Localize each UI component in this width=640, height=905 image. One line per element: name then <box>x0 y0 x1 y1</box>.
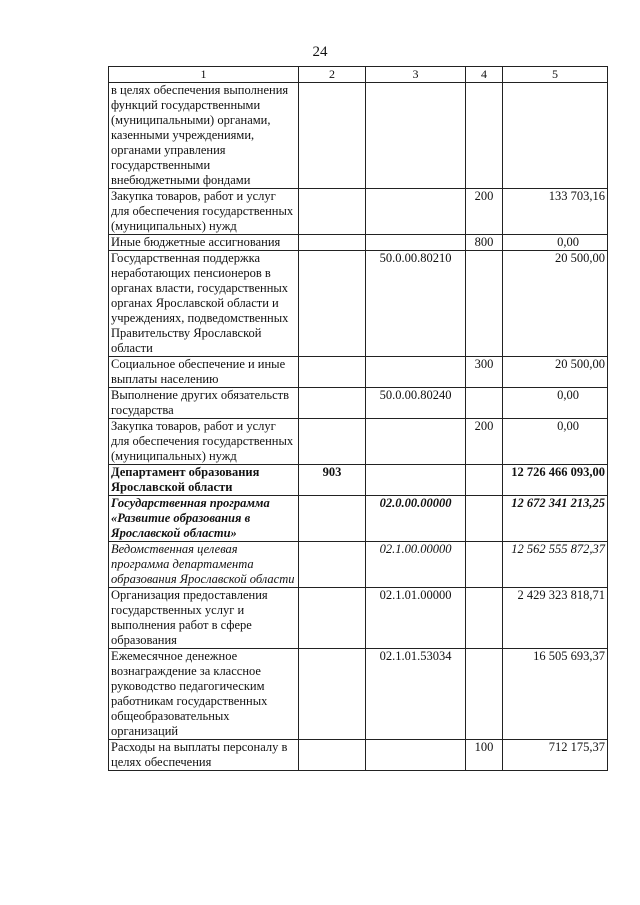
row-amount-cell: 0,00 <box>503 419 608 465</box>
table-row <box>109 465 608 496</box>
column-header-3: 3 <box>366 67 466 83</box>
table-row <box>109 357 608 388</box>
row-target-article-cell <box>366 357 466 388</box>
row-expense-type-cell <box>466 588 503 649</box>
column-header-4: 4 <box>466 67 503 83</box>
row-target-article-cell: 50.0.00.80240 <box>366 388 466 419</box>
row-target-article-cell: 02.0.00.00000 <box>366 496 466 542</box>
row-amount-cell: 12 672 341 213,25 <box>503 496 608 542</box>
row-admin-code-cell <box>299 388 366 419</box>
table-row <box>109 251 608 357</box>
row-amount-cell: 712 175,37 <box>503 740 608 771</box>
budget-table <box>108 66 608 771</box>
row-expense-type-cell: 200 <box>466 189 503 235</box>
budget-table-body <box>109 67 608 771</box>
row-admin-code-cell <box>299 542 366 588</box>
row-target-article-cell: 02.1.00.00000 <box>366 542 466 588</box>
row-admin-code-cell <box>299 235 366 251</box>
row-amount-cell: 12 562 555 872,37 <box>503 542 608 588</box>
row-name-cell: Ведомственная целевая программа департамента образования Ярославской области <box>109 542 299 588</box>
row-expense-type-cell <box>466 83 503 189</box>
row-name-cell: Закупка товаров, работ и услуг для обеспечения государственных (муниципальных) нужд <box>109 189 299 235</box>
table-header-row <box>109 67 608 83</box>
row-name-cell: в целях обеспечения выполнения функций государственными (муниципальными) органами, казенными учреждениями, органами управления государственными внебюджетными фондами <box>109 83 299 189</box>
table-row <box>109 496 608 542</box>
row-expense-type-cell <box>466 251 503 357</box>
row-target-article-cell <box>366 235 466 251</box>
row-expense-type-cell: 300 <box>466 357 503 388</box>
row-name-cell: Организация предоставления государственных услуг и выполнения работ в сфере образования <box>109 588 299 649</box>
row-expense-type-cell: 200 <box>466 419 503 465</box>
row-amount-cell: 12 726 466 093,00 <box>503 465 608 496</box>
row-target-article-cell <box>366 740 466 771</box>
row-target-article-cell <box>366 189 466 235</box>
table-row <box>109 235 608 251</box>
table-row <box>109 542 608 588</box>
row-admin-code-cell <box>299 496 366 542</box>
row-name-cell: Выполнение других обязательств государства <box>109 388 299 419</box>
row-target-article-cell: 02.1.01.00000 <box>366 588 466 649</box>
row-name-cell: Закупка товаров, работ и услуг для обеспечения государственных (муниципальных) нужд <box>109 419 299 465</box>
row-expense-type-cell <box>466 465 503 496</box>
row-expense-type-cell <box>466 388 503 419</box>
row-expense-type-cell <box>466 542 503 588</box>
row-amount-cell: 20 500,00 <box>503 357 608 388</box>
column-header-2: 2 <box>299 67 366 83</box>
column-header-5: 5 <box>503 67 608 83</box>
row-admin-code-cell <box>299 419 366 465</box>
row-name-cell: Социальное обеспечение и иные выплаты населению <box>109 357 299 388</box>
table-row <box>109 189 608 235</box>
row-admin-code-cell <box>299 588 366 649</box>
row-amount-cell <box>503 83 608 189</box>
table-row <box>109 83 608 189</box>
row-target-article-cell <box>366 83 466 189</box>
column-header-1: 1 <box>109 67 299 83</box>
row-name-cell: Ежемесячное денежное вознаграждение за классное руководство педагогическим работникам государственных общеобразовательных организаций <box>109 649 299 740</box>
table-row <box>109 740 608 771</box>
row-name-cell: Государственная программа «Развитие образования в Ярославской области» <box>109 496 299 542</box>
row-amount-cell: 133 703,16 <box>503 189 608 235</box>
row-amount-cell: 0,00 <box>503 235 608 251</box>
table-row <box>109 419 608 465</box>
row-expense-type-cell: 800 <box>466 235 503 251</box>
row-admin-code-cell <box>299 740 366 771</box>
table-row <box>109 388 608 419</box>
table-row <box>109 649 608 740</box>
row-target-article-cell <box>366 465 466 496</box>
row-target-article-cell: 50.0.00.80210 <box>366 251 466 357</box>
row-admin-code-cell <box>299 649 366 740</box>
row-admin-code-cell <box>299 189 366 235</box>
row-admin-code-cell <box>299 251 366 357</box>
row-target-article-cell: 02.1.01.53034 <box>366 649 466 740</box>
page-number: 24 <box>312 44 328 60</box>
table-row <box>109 588 608 649</box>
row-amount-cell: 20 500,00 <box>503 251 608 357</box>
row-expense-type-cell <box>466 649 503 740</box>
row-name-cell: Расходы на выплаты персоналу в целях обеспечения <box>109 740 299 771</box>
row-name-cell: Государственная поддержка неработающих пенсионеров в органах власти, государственных органах Ярославской области и учреждениях, подведомственных Правительству Ярославской области <box>109 251 299 357</box>
row-name-cell: Иные бюджетные ассигнования <box>109 235 299 251</box>
row-amount-cell: 0,00 <box>503 388 608 419</box>
row-admin-code-cell <box>299 83 366 189</box>
row-amount-cell: 16 505 693,37 <box>503 649 608 740</box>
row-target-article-cell <box>366 419 466 465</box>
row-expense-type-cell <box>466 496 503 542</box>
row-amount-cell: 2 429 323 818,71 <box>503 588 608 649</box>
row-admin-code-cell <box>299 357 366 388</box>
row-admin-code-cell: 903 <box>299 465 366 496</box>
row-expense-type-cell: 100 <box>466 740 503 771</box>
row-name-cell: Департамент образования Ярославской области <box>109 465 299 496</box>
